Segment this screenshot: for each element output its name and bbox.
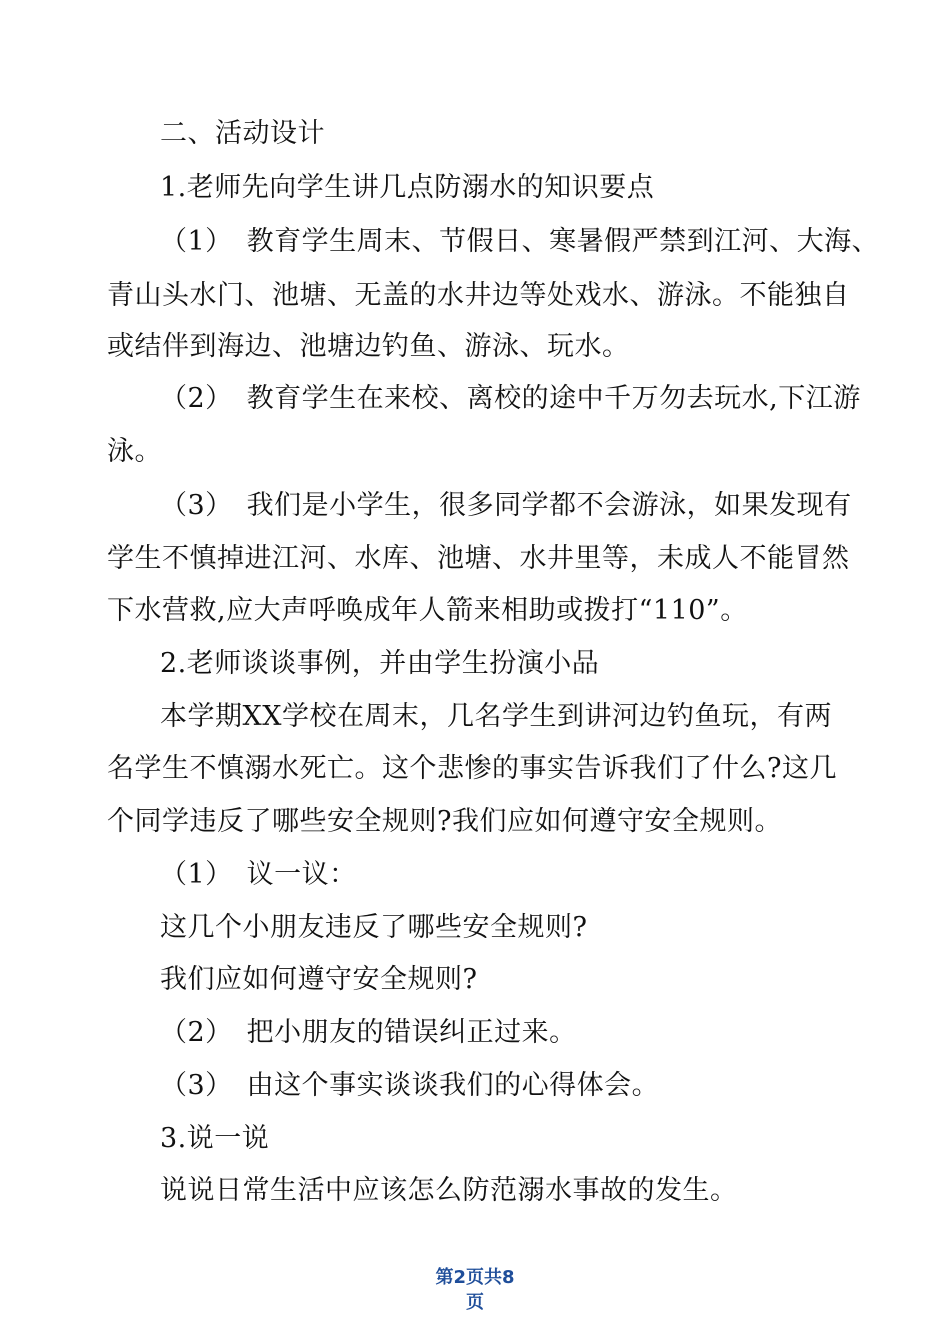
paragraph-line: 泳。 <box>107 436 162 467</box>
paragraph-line: 或结伴到海边、池塘边钓鱼、游泳、玩水。 <box>107 331 630 362</box>
paragraph-line: 我们应如何遵守安全规则? <box>160 964 478 995</box>
subheading-2: 2.老师谈谈事例，并由学生扮演小品 <box>160 648 600 679</box>
paragraph-line: （3） 由这个事实谈谈我们的心得体会。 <box>160 1070 660 1101</box>
paragraph-line: 学生不慎掉进江河、水库、池塘、水井里等，未成人不能冒然 <box>107 543 850 574</box>
paragraph-line: 说说日常生活中应该怎么防范溺水事故的发生。 <box>160 1175 738 1206</box>
page-number-continued: 页 <box>466 1292 484 1313</box>
section-heading: 二、活动设计 <box>160 118 325 149</box>
paragraph-line: 青山头水门、池塘、无盖的水井边等处戏水、游泳。不能独自 <box>107 280 850 311</box>
paragraph-line: （1） 教育学生周末、节假日、寒暑假严禁到江河、大海、 <box>160 226 880 257</box>
paragraph-line: （3） 我们是小学生，很多同学都不会游泳，如果发现有 <box>160 490 852 521</box>
paragraph-line: （1） 议一议： <box>160 859 357 890</box>
page-number: 第2页共8 <box>435 1267 515 1288</box>
paragraph-line: 下水营救,应大声呼唤成年人箭来相助或拨打“110”。 <box>107 595 748 626</box>
paragraph-line: 本学期XX学校在周末，几名学生到讲河边钓鱼玩，有两 <box>160 701 832 732</box>
paragraph-line: （2） 把小朋友的错误纠正过来。 <box>160 1017 577 1048</box>
paragraph-line: 个同学违反了哪些安全规则?我们应如何遵守安全规则。 <box>107 806 782 837</box>
paragraph-line: 名学生不慎溺水死亡。这个悲惨的事实告诉我们了什么?这几 <box>107 753 837 784</box>
paragraph-line: 这几个小朋友违反了哪些安全规则? <box>160 912 588 943</box>
subheading-1: 1.老师先向学生讲几点防溺水的知识要点 <box>160 172 655 203</box>
subheading-3: 3.说一说 <box>160 1123 270 1154</box>
paragraph-line: （2） 教育学生在来校、离校的途中千万勿去玩水,下江游 <box>160 383 861 414</box>
